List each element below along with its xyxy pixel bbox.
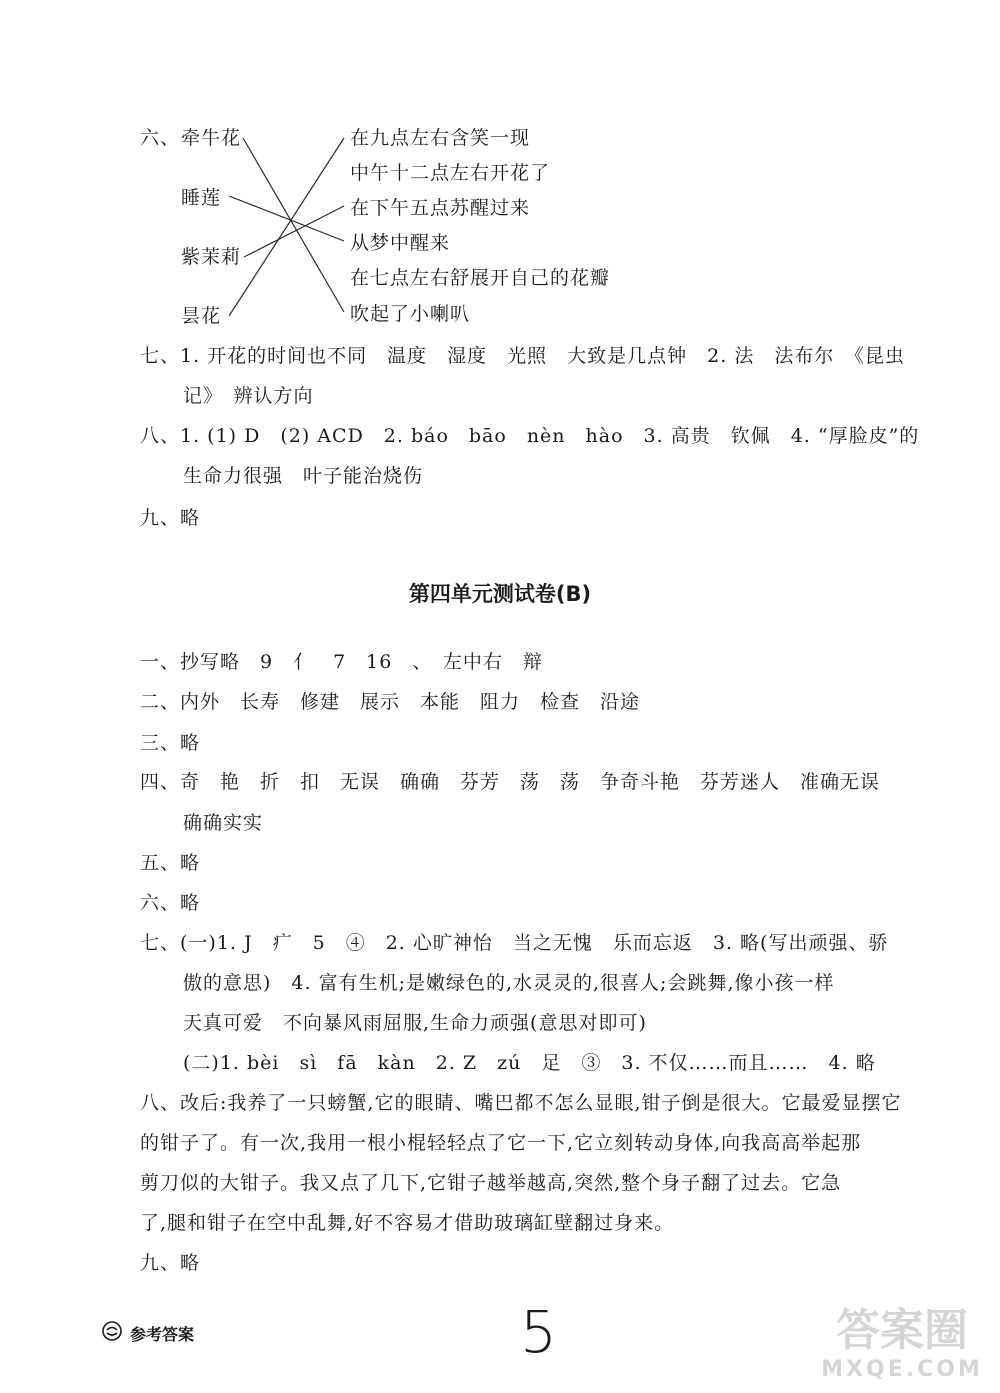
unit-b-line-6: 五、略	[140, 852, 201, 874]
match-option-2: 中午十二点左右开花了	[350, 162, 551, 184]
answer-key-icon	[102, 1321, 122, 1341]
unit-b-line-15: 了,腿和钳子在空中乱舞,好不容易才借助玻璃缸壁翻过身来。	[140, 1212, 675, 1234]
unit-b-line-5: 确确实实	[183, 812, 264, 834]
flower-night-cactus: 昙花	[181, 305, 222, 327]
match-option-4: 从梦中醒来	[350, 232, 451, 254]
match-option-3: 在下午五点苏醒过来	[350, 197, 531, 219]
footer-label: 参考答案	[130, 1325, 195, 1344]
unit-b-line-8: 七、(一)1. J 疒 5 ④ 2. 心旷神怡 当之无愧 乐而忘返 3. 略(写出顽强、骄	[140, 932, 889, 954]
unit-b-line-7: 六、略	[140, 892, 201, 914]
unit-b-line-16: 九、略	[140, 1252, 201, 1274]
section-8-line-2: 生命力很强 叶子能治烧伤	[183, 465, 424, 487]
section-8-line-1: 八、1. (1) D (2) ACD 2. báo bāo nèn hào 3. 高贵 钦佩 4. “厚脸皮”的	[140, 425, 920, 447]
unit-b-line-13: 的钳子了。有一次,我用一根小棍轻轻点了它一下,它立刻转动身体,向我高高举起那	[140, 1132, 862, 1154]
match-option-5: 在七点左右舒展开自己的花瓣	[350, 267, 611, 289]
match-option-6: 吹起了小喇叭	[350, 303, 471, 325]
section-7-line-2: 记》 辨认方向	[183, 385, 314, 407]
unit-b-line-14: 剪刀似的大钳子。我又点了几下,它钳子越举越高,突然,整个身子翻了过去。它急	[140, 1172, 842, 1194]
unit-b-line-12: 八、改后:我养了一只螃蟹,它的眼睛、嘴巴都不怎么显眼,钳子倒是很大。它最爱显摆它	[140, 1092, 902, 1114]
flower-morning-glory: 牵牛花	[181, 127, 242, 149]
matching-lines	[0, 0, 1000, 340]
unit-b-line-2: 二、内外 长寿 修建 展示 本能 阻力 检查 沿途	[140, 691, 641, 713]
page-number: 5	[520, 1298, 557, 1366]
unit-b-line-1: 一、抄写略 9 亻 7 16 、 左中右 辩	[140, 651, 543, 673]
section-6-label: 六、	[140, 127, 181, 149]
match-option-1: 在九点左右含笑一现	[350, 127, 531, 149]
flower-water-lily: 睡莲	[181, 187, 222, 209]
match-line-1	[243, 138, 344, 312]
watermark-main: 答案圈	[836, 1305, 968, 1356]
match-line-4	[229, 138, 344, 316]
unit-b-line-3: 三、略	[140, 732, 201, 754]
unit-title: 第四单元测试卷(B)	[408, 582, 592, 606]
match-line-2	[229, 196, 344, 241]
unit-b-line-10: 天真可爱 不向暴风雨屈服,生命力顽强(意思对即可)	[183, 1012, 647, 1034]
flower-four-oclock: 紫茉莉	[181, 246, 242, 268]
unit-b-line-9: 傲的意思) 4. 富有生机;是嫩绿色的,水灵灵的,很喜人;会跳舞,像小孩一样	[183, 972, 835, 994]
unit-b-line-11: (二)1. bèi sì fā kàn 2. Z zú 足 ③ 3. 不仅……而且…… 4. 略	[183, 1052, 876, 1074]
match-line-3	[244, 206, 344, 257]
section-9: 九、略	[140, 507, 201, 529]
site-watermark	[812, 1305, 992, 1387]
unit-b-line-4: 四、奇 艳 折 扣 无误 确确 芬芳 荡 荡 争奇斗艳 芬芳迷人 准确无误	[140, 771, 881, 793]
watermark-sub: MXQE.COM	[821, 1357, 983, 1382]
section-7-line-1: 七、1. 开花的时间也不同 温度 湿度 光照 大致是几点钟 2. 法 法布尔 《昆虫	[140, 345, 905, 367]
